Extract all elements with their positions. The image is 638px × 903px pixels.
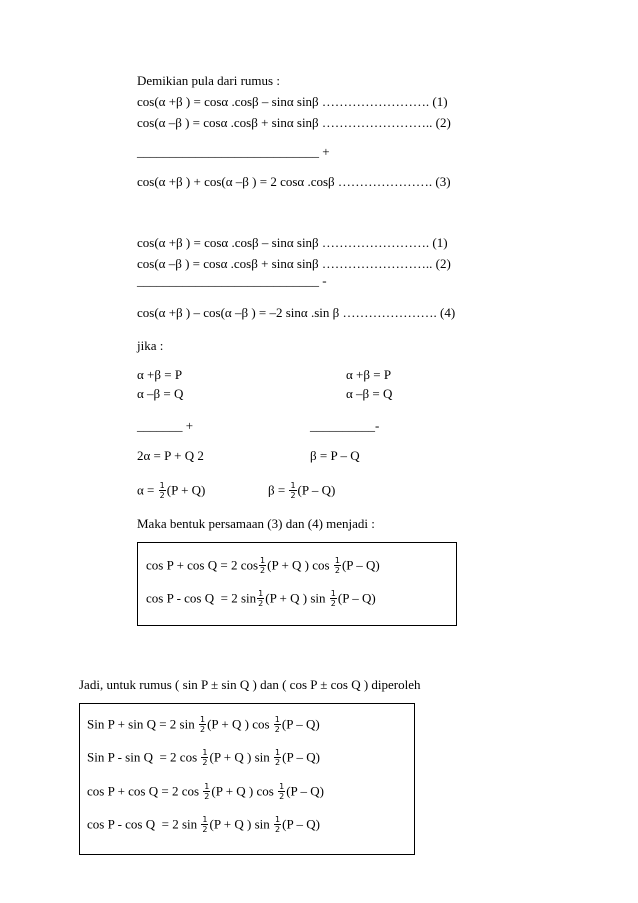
jika-right-2: α –β = Q xyxy=(346,386,393,401)
jadi-text: Jadi, untuk rumus ( sin P ± sin Q ) dan ( cos P ± cos Q ) diperoleh xyxy=(79,677,421,692)
jika-left-2: α –β = Q xyxy=(137,386,184,401)
jika-right-1: α +β = P xyxy=(346,367,392,382)
box1-line-1: cos P + cos Q = 2 cos $\frac{1}{2}$ (P + Q ) cos $\frac{1}{2}$ (P – Q) xyxy=(146,556,380,575)
box2-line-3: cos P + cos Q = 2 cos $\frac{1}{2}$ (P + Q ) cos $\frac{1}{2}$ (P – Q) xyxy=(87,782,324,801)
fraction-half: $\frac{1}{2}$ xyxy=(330,589,336,608)
fraction-half: $\frac{1}{2}$ xyxy=(202,748,208,767)
fraction-half: $\frac{1}{2}$ xyxy=(274,715,280,734)
jika-left-line: _______ + xyxy=(137,418,194,433)
equation-4: cos(α +β ) – cos(α –β ) = –2 sinα .sin β …………………. (4) xyxy=(137,305,456,320)
difference-line: ____________________________ - xyxy=(137,273,327,288)
maka-text: Maka bentuk persamaan (3) dan (4) menjadi : xyxy=(137,516,375,531)
fraction-half: $\frac{1}{2}$ xyxy=(260,556,266,575)
fraction-half: $\frac{1}{2}$ xyxy=(290,481,296,500)
jika-left-result: 2α = P + Q 2 xyxy=(137,448,204,463)
alpha-formula: α = $\frac{1}{2}$ (P + Q) xyxy=(137,481,206,500)
fraction-half: $\frac{1}{2}$ xyxy=(258,589,264,608)
beta-formula: β = $\frac{1}{2}$ (P – Q) xyxy=(268,481,336,500)
fraction-half: $\frac{1}{2}$ xyxy=(204,782,210,801)
fraction-half: $\frac{1}{2}$ xyxy=(202,815,208,834)
fraction-half: $\frac{1}{2}$ xyxy=(275,815,281,834)
fraction-half: $\frac{1}{2}$ xyxy=(159,481,165,500)
fraction-half: $\frac{1}{2}$ xyxy=(279,782,285,801)
equation-2-repeat: cos(α –β ) = cosα .cosβ + sinα sinβ …………………….. (2) xyxy=(137,256,451,271)
jika-right-result: β = P – Q xyxy=(310,448,360,463)
box2-line-1: Sin P + sin Q = 2 sin $\frac{1}{2}$ (P + Q ) cos $\frac{1}{2}$ (P – Q) xyxy=(87,715,320,734)
box1-line-2: cos P - cos Q = 2 sin $\frac{1}{2}$ (P + Q ) sin $\frac{1}{2}$ (P – Q) xyxy=(146,589,376,608)
result-box-cos xyxy=(137,542,457,626)
fraction-half: $\frac{1}{2}$ xyxy=(199,715,206,734)
fraction-half: $\frac{1}{2}$ xyxy=(275,748,281,767)
box2-line-4: cos P - cos Q = 2 sin $\frac{1}{2}$ (P + Q ) sin $\frac{1}{2}$ (P – Q) xyxy=(87,815,320,834)
intro-text: Demikian pula dari rumus : xyxy=(137,73,280,88)
sum-line: ____________________________ + xyxy=(137,144,330,159)
jika-right-line: __________- xyxy=(310,418,380,433)
jika-left-1: α +β = P xyxy=(137,367,183,382)
equation-1: cos(α +β ) = cosα .cosβ – sinα sinβ ……………………. (1) xyxy=(137,94,448,109)
equation-1-repeat: cos(α +β ) = cosα .cosβ – sinα sinβ ……………………. (1) xyxy=(137,235,448,250)
equation-2: cos(α –β ) = cosα .cosβ + sinα sinβ …………………….. (2) xyxy=(137,115,451,130)
equation-3: cos(α +β ) + cos(α –β ) = 2 cosα .cosβ …………………. (3) xyxy=(137,174,451,189)
box2-line-2: Sin P - sin Q = 2 cos $\frac{1}{2}$ (P + Q ) sin $\frac{1}{2}$ (P – Q) xyxy=(87,748,320,767)
jika-label: jika : xyxy=(137,338,164,353)
fraction-half: $\frac{1}{2}$ xyxy=(334,556,340,575)
